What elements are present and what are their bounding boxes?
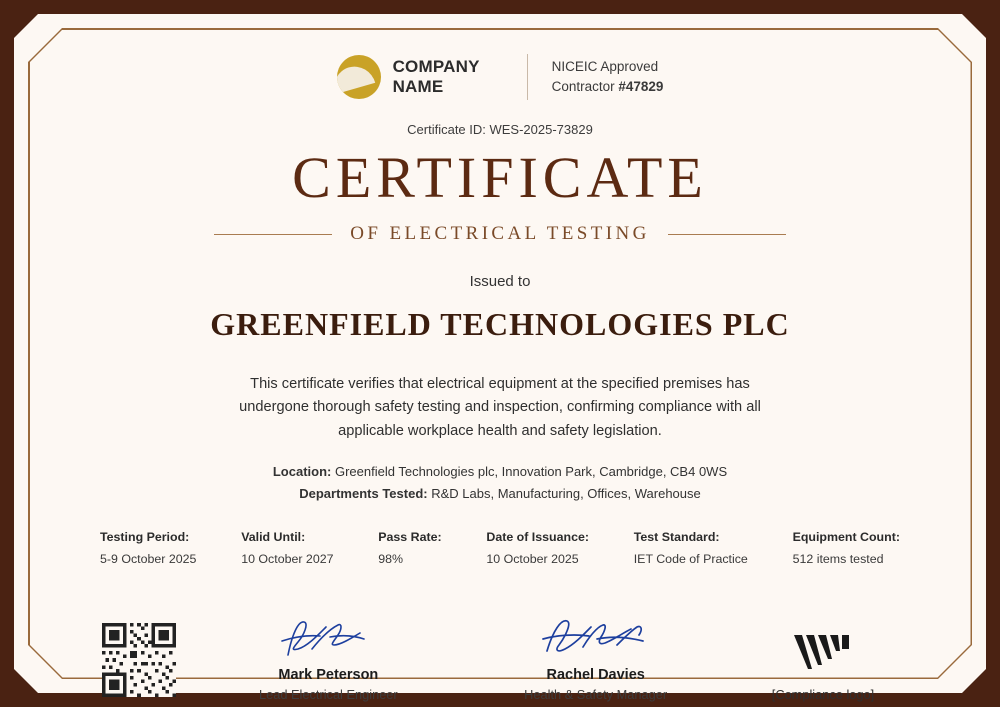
signature-mark-icon	[213, 615, 443, 659]
certificate-body-text: This certificate verifies that electrical equipment at the specified premises has undergone thorough safety testing and inspection, confirming compliance with all applicable workplace health and safety legislation.	[239, 376, 761, 439]
subtitle-rule-right	[668, 234, 786, 235]
location-label: Location:	[272, 464, 332, 480]
signature-block-2	[481, 615, 711, 702]
signature-title: Lead Electrical Engineer	[258, 686, 398, 702]
page-title: CERTIFICATE	[292, 145, 708, 210]
recipient-name: GREENFIELD TECHNOLOGIES PLC	[210, 306, 790, 342]
detail-testing-period	[100, 527, 196, 570]
detail-value: 98%	[378, 551, 404, 566]
signature-block-1	[213, 615, 443, 702]
subtitle-row	[90, 223, 910, 245]
detail-test-standard	[634, 527, 748, 570]
departments-label: Departments Tested:	[299, 486, 428, 502]
certificate-id: Certificate ID: WES-2025-73829	[407, 122, 593, 137]
footer-row	[90, 615, 910, 702]
certificate-header	[337, 54, 664, 100]
compliance-block	[748, 631, 898, 702]
certificate-meta	[273, 461, 727, 505]
detail-label: Testing Period:	[100, 530, 190, 545]
detail-value: IET Code of Practice	[633, 551, 748, 566]
signature-name: Rachel Davies	[546, 666, 645, 683]
chevron-stack-logo-icon	[748, 631, 898, 675]
qr-code-icon	[102, 623, 176, 702]
details-row	[90, 527, 910, 570]
detail-label: Date of Issuance:	[486, 530, 589, 545]
detail-label: Test Standard:	[633, 530, 720, 545]
approval-line-1: NICEIC Approved	[551, 59, 659, 75]
detail-label: Equipment Count:	[792, 530, 900, 545]
circle-leaf-logo-icon	[337, 55, 381, 99]
detail-pass-rate	[378, 527, 441, 570]
approval-line-2	[552, 77, 664, 97]
location-line	[273, 461, 727, 483]
subtitle-rule-left	[214, 234, 332, 235]
detail-label: Valid Until:	[241, 530, 306, 545]
issued-to-label: Issued to	[469, 273, 531, 290]
departments-value: R&D Labs, Manufacturing, Offices, Warehouse	[431, 486, 701, 502]
detail-value: 512 items tested	[792, 551, 884, 566]
detail-value: 5-9 October 2025	[100, 551, 197, 566]
detail-value: 10 October 2025	[486, 551, 579, 566]
detail-equipment-count	[793, 527, 900, 570]
approval-prefix: Contractor	[551, 79, 619, 94]
signature-title: Health & Safety Manager	[524, 686, 668, 702]
company-brand	[337, 55, 527, 99]
certificate-subtitle: OF ELECTRICAL TESTING	[350, 223, 650, 244]
signature-mark-icon	[481, 615, 711, 659]
compliance-label: [Compliance logo]	[771, 686, 875, 702]
detail-valid-until	[241, 527, 333, 570]
detail-label: Pass Rate:	[378, 530, 442, 545]
company-name: COMPANY NAME	[392, 57, 480, 96]
departments-line	[273, 483, 727, 505]
detail-value: 10 October 2027	[241, 551, 334, 566]
approval-info	[528, 57, 664, 96]
location-value: Greenfield Technologies plc, Innovation Park, Cambridge, CB4 0WS	[334, 464, 728, 480]
signature-name: Mark Peterson	[278, 666, 379, 683]
detail-date-of-issuance	[486, 527, 589, 570]
approval-number: #47829	[618, 79, 664, 94]
certificate-content	[30, 30, 970, 702]
